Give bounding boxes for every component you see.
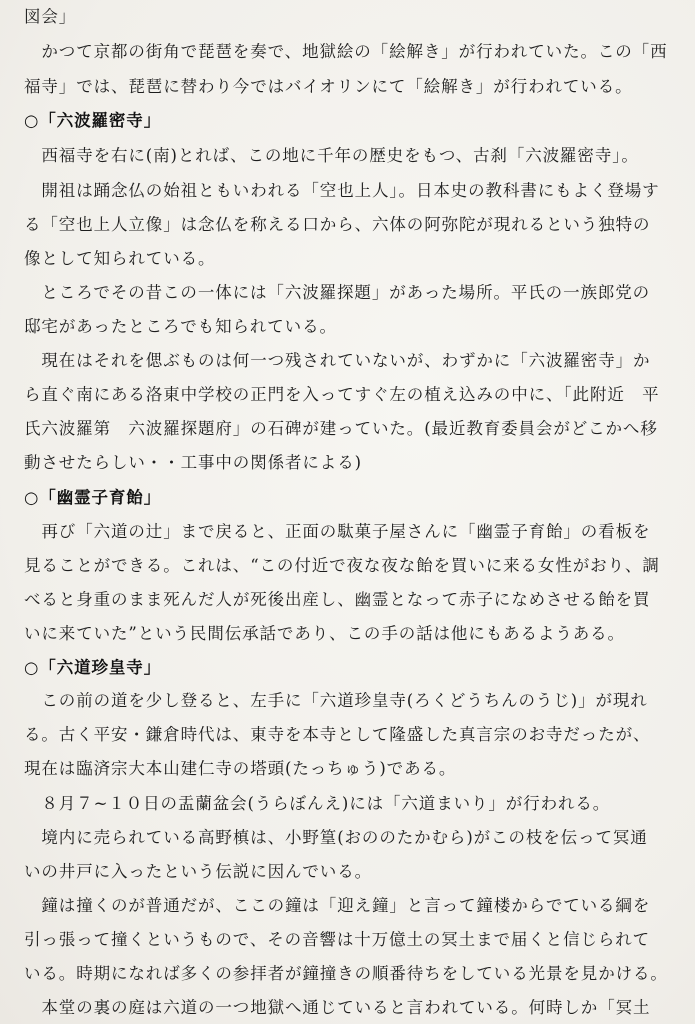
text-line: いの井戸に入ったという伝説に因んでいる。	[24, 862, 372, 881]
text-line: 邸宅があったところでも知られている。	[24, 317, 337, 336]
text-line: る。古く平安・鎌倉時代は、東寺を本寺として隆盛した真言宗のお寺だったが、	[24, 725, 651, 744]
text-line: ８月７~１０日の盂蘭盆会(うらぼんえ)には「六道まいり」が行われる。	[24, 794, 611, 813]
text-line: べると身重のまま死んだ人が死後出産し、幽霊となって赤子になめさせる飴を買	[24, 590, 651, 609]
text-line: 福寺」では、琵琶に替わり今ではバイオリンにて「絵解き」が行われている。	[24, 77, 633, 96]
text-line: 氏六波羅第 六波羅探題府」の石碑が建っていた。(最近教育委員会がどこかへ移	[24, 419, 658, 438]
text-line: いに来ていた”という民間伝承話であり、この手の話は他にもあるようある。	[24, 624, 625, 643]
text-line: 現在はそれを偲ぶものは何一つ残されていないが、わずかに「六波羅密寺」か	[24, 351, 651, 370]
text-line: 図会」	[24, 7, 77, 26]
section-heading-rokuharamitsuji: ○「六波羅密寺」	[24, 111, 162, 130]
text-line: かつて京都の街角で琵琶を奏で、地獄絵の「絵解き」が行われていた。この「西	[24, 42, 668, 61]
text-line: いる。時期になれば多くの参拝者が鐘撞きの順番待ちをしている光景を見かける。	[24, 964, 668, 983]
text-line: 鐘は撞くのが普通だが、ここの鐘は「迎え鐘」と言って鐘楼からでている綱を	[24, 896, 651, 915]
text-line: ところでその昔この一体には「六波羅探題」があった場所。平氏の一族郎党の	[24, 283, 651, 302]
text-line: ら直ぐ南にある洛東中学校の正門を入ってすぐ左の植え込みの中に、「此附近 平	[24, 385, 660, 404]
text-line: 動させたらしい・・工事中の関係者による)	[24, 453, 362, 472]
text-line: 本堂の裏の庭は六道の一つ地獄へ通じていると言われている。何時しか「冥土	[24, 998, 651, 1017]
text-line: 像として知られている。	[24, 249, 216, 268]
text-line: 引っ張って撞くというもので、その音響は十万億土の冥土まで届くと信じられて	[24, 930, 651, 949]
text-line: 再び「六道の辻」まで戻ると、正面の駄菓子屋さんに「幽霊子育飴」の看板を	[24, 522, 651, 541]
text-line: 境内に売られている高野槙は、小野篁(おののたかむら)がこの枝を伝って冥通	[24, 828, 648, 847]
text-line: 現在は臨済宗大本山建仁寺の塔頭(たっちゅう)である。	[24, 759, 457, 778]
text-line: る「空也上人立像」は念仏を称える口から、六体の阿弥陀が現れるという独特の	[24, 215, 651, 234]
text-line: 開祖は踊念仏の始祖ともいわれる「空也上人」。日本史の教科書にもよく登場す	[24, 181, 660, 200]
text-line: 見ることができる。これは、“この付近で夜な夜な飴を買いに来る女性がおり、調	[24, 556, 660, 575]
section-heading-rokudo-chinnoji: ○「六道珍皇寺」	[24, 658, 162, 677]
text-line: 西福寺を右に(南)とれば、この地に千年の歴史をもつ、古刹「六波羅密寺」。	[24, 146, 639, 165]
text-line: この前の道を少し登ると、左手に「六道珍皇寺(ろくどうちんのうじ)」が現れ	[24, 691, 648, 710]
section-heading-yurei-kosodate-ame: ○「幽霊子育飴」	[24, 488, 162, 507]
